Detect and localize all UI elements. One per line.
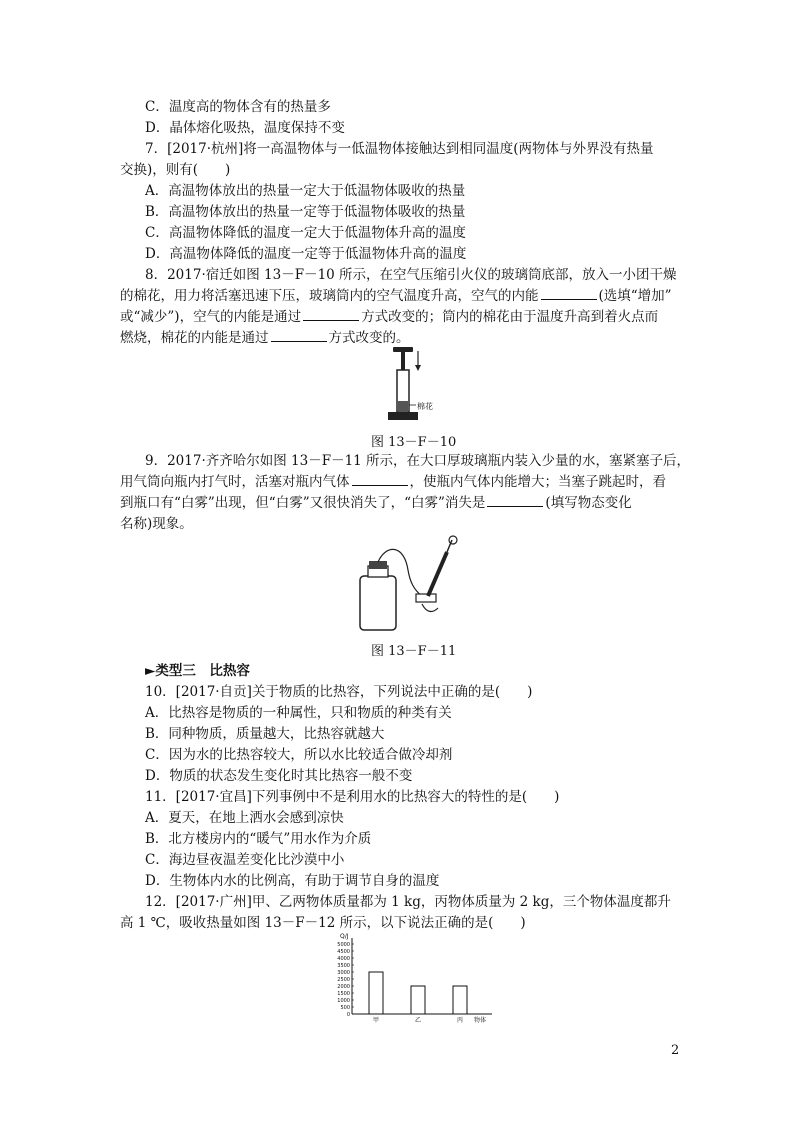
y-tick-label: 1000	[337, 998, 350, 1004]
option-line: B．同种物质，质量越大，比热容就越大	[145, 726, 385, 742]
hand	[449, 536, 457, 544]
question-9-text-cont	[120, 494, 632, 512]
option-line: D．晶体熔化吸热，温度保持不变	[145, 120, 345, 136]
question-8-text-cont	[120, 308, 658, 326]
option-line: D．物质的状态发生变化时其比热容一般不变	[145, 768, 413, 784]
option-line: D．高温物体降低的温度一定等于低温物体升高的温度	[145, 246, 467, 262]
x-tick-label: 丙	[456, 1017, 464, 1024]
bar-0	[369, 972, 383, 1014]
text-segment: 到瓶口有“白雾”出现，但“白雾”又很快消失了，“白雾”消失是	[120, 495, 486, 511]
question-12-text: 12．[2017·广州]甲、乙两物体质量都为 1 kg，丙物体质量为 2 kg，三个物体温度都升	[145, 894, 671, 910]
y-tick-label: 2500	[337, 977, 350, 983]
answer-blank[interactable]	[352, 473, 408, 486]
option-line: B．高温物体放出的热量一定等于低温物体吸收的热量	[145, 204, 466, 220]
figure-caption: 图 13－F－11	[371, 644, 457, 659]
y-axis-label: Q/J	[340, 933, 349, 940]
page-number: 2	[671, 1043, 680, 1058]
answer-blank[interactable]	[487, 494, 543, 507]
question-8-text: 8．2017·宿迁如图 13－F－10 所示，在空气压缩引火仪的玻璃筒底部，放入一小团干燥	[145, 267, 677, 283]
answer-blank[interactable]	[303, 308, 359, 321]
y-tick-label: 2000	[337, 984, 350, 990]
arrow-head	[415, 365, 421, 371]
text-segment: 或“减少”)，空气的内能是通过	[120, 309, 302, 325]
fire-syringe-figure	[378, 343, 438, 425]
question-7-text: 7．[2017·杭州]将一高温物体与一低温物体接触达到相同温度(两物体与外界没有热量	[145, 141, 654, 157]
option-line: A．高温物体放出的热量一定大于低温物体吸收的热量	[145, 183, 466, 199]
option-line: A．比热容是物质的一种属性，只和物质的种类有关	[145, 705, 452, 721]
answer-blank[interactable]	[271, 329, 327, 342]
section-heading: ►类型三 比热容	[145, 663, 250, 679]
question-9-text-cont: 名称)现象。	[120, 516, 193, 532]
option-line: B．北方楼房内的“暖气”用水作为介质	[145, 831, 372, 847]
y-tick-label: 3000	[337, 970, 350, 976]
text-segment: 方式改变的。	[328, 330, 410, 346]
text-segment: (填写物态变化	[545, 495, 632, 511]
figure-caption: 图 13－F－10	[371, 435, 457, 450]
text-segment: 燃烧，棉花的内能是通过	[120, 330, 269, 346]
y-tick-label: 5000	[337, 942, 350, 948]
glass-bottle	[360, 576, 396, 630]
question-8-text-cont	[120, 329, 410, 347]
y-tick-label: 3500	[337, 963, 350, 969]
bar-2	[453, 986, 467, 1014]
heat-chart	[330, 930, 500, 1026]
answer-blank[interactable]	[541, 287, 597, 300]
pump-valve	[416, 594, 436, 602]
option-line: C．海边昼夜温差变化比沙漠中小	[145, 852, 345, 868]
question-11-text: 11．[2017·宜昌]下列事例中不是利用水的比热容大的特性的是( )	[145, 789, 560, 805]
question-12-text-cont: 高 1 ℃，吸收热量如图 13－F－12 所示，以下说法正确的是( )	[120, 915, 526, 931]
option-line: D．生物体内水的比例高，有助于调节自身的温度	[145, 873, 440, 889]
pump-barrel	[428, 552, 447, 596]
y-tick-label: 4500	[337, 949, 350, 955]
text-segment: ，使瓶内气体内能增大；当塞子跳起时，看	[409, 474, 666, 490]
question-10-text: 10．[2017·自贡]关于物质的比热容，下列说法中正确的是( )	[145, 684, 533, 700]
text-segment: 方式改变的；筒内的棉花由于温度升高到着火点而	[361, 309, 659, 325]
y-tick-label: 500	[340, 1005, 350, 1011]
x-tick-label: 乙	[414, 1017, 422, 1024]
question-7-text-cont: 交换)，则有( )	[120, 162, 231, 178]
x-axis-label: 物体	[474, 1017, 487, 1024]
stopper	[369, 561, 387, 569]
option-line: C．高温物体降低的温度一定大于低温物体升高的温度	[145, 225, 466, 241]
y-tick-label: 1500	[337, 991, 350, 997]
question-9-text: 9．2017·齐齐哈尔如图 13－F－11 所示，在大口厚玻璃瓶内装入少量的水，塞紧塞子后，	[145, 453, 691, 469]
y-tick-label: 0	[346, 1012, 350, 1018]
cotton	[398, 401, 408, 411]
text-segment: 用气筒向瓶内打气时，活塞对瓶内气体	[120, 474, 350, 490]
bar-1	[411, 986, 425, 1014]
question-9-text-cont	[120, 473, 666, 491]
base	[388, 412, 418, 420]
hand-grip	[422, 604, 438, 611]
piston-handle	[393, 347, 413, 352]
piston-rod	[401, 352, 405, 370]
option-line: C．温度高的物体含有的热量多	[145, 99, 331, 115]
option-line: C．因为水的比热容较大，所以水比较适合做冷却剂	[145, 747, 453, 763]
cotton-label: 棉花	[417, 402, 433, 411]
text-segment: (选填“增加”	[598, 288, 672, 304]
bottle-pump-figure	[352, 534, 464, 634]
question-8-text-cont	[120, 287, 672, 305]
option-line: A．夏天，在地上洒水会感到凉快	[145, 810, 344, 826]
y-tick-label: 4000	[337, 956, 350, 962]
x-tick-label: 甲	[372, 1017, 380, 1024]
text-segment: 的棉花，用力将活塞迅速下压，玻璃筒内的空气温度升高，空气的内能	[120, 288, 539, 304]
